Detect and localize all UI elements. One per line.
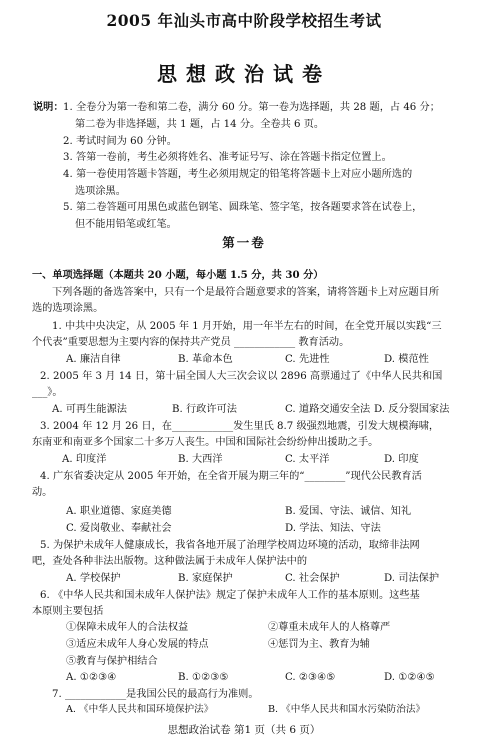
instruction-line: 3. 答第一卷前，考生必须将姓名、准考证号写、涂在答题卡指定位置上。 (63, 152, 392, 163)
principle-item: ②尊重未成年人的人格尊严 (268, 622, 391, 633)
answer-option: A. ①②③④ (66, 672, 117, 683)
answer-option: A. 可再生能源法 (52, 404, 127, 415)
answer-option: B. ①②③⑤ (178, 672, 229, 683)
answer-option: C. 道路交通安全法 (285, 404, 371, 415)
answer-option: D. 模范性 (384, 354, 429, 365)
instruction-line: 1. 全卷分为第一卷和第二卷，满分 60 分。第一卷为选择题，共 28 题，占 46 分； (63, 102, 440, 113)
answer-option: D. 反分裂国家法 (374, 404, 450, 415)
instruction-line: 选项涂黑。 (75, 186, 126, 197)
question-text: ___》。 (32, 387, 63, 398)
question-text: 东南亚和南亚多个国家二十多万人丧生。中国和国际社会纷纷伸出援助之手。 (32, 437, 379, 448)
answer-option: D. 学法、知法、守法 (285, 523, 381, 534)
instruction-line: 但不能用铅笔或红笔。 (75, 219, 177, 230)
question-text: 1. 中共中央决定，从 2005 年 1 月开始，用一年半左右的时间，在全党开展以实践“三 (52, 321, 442, 332)
answer-option: C. 太平洋 (285, 454, 330, 465)
page-footer: 思想政治试卷 第1 页（共 6 页） (167, 724, 321, 736)
instruction-line: 2. 考试时间为 60 分钟。 (63, 136, 177, 147)
section-intro: 下列各题的备选答案中，只有一个是最符合题意要求的答案，请将答题卡上对应题目所 (52, 287, 440, 298)
question-text: 4. 广东省委决定从 2005 年开始，在全省开展为期三年的“________”现代公民教育活 (40, 471, 422, 482)
answer-option: B. 行政许可法 (172, 404, 237, 415)
question-text: 吧，查处各种非法出版物。这种做法属于未成年人保护法中的 (32, 556, 308, 567)
principle-item: ⑤教育与保护相结合 (66, 656, 158, 667)
answer-option: C. 先进性 (285, 354, 330, 365)
answer-option: B. 革命本色 (178, 354, 233, 365)
answer-option: C. 爱岗敬业、奉献社会 (66, 523, 172, 534)
answer-option: D. 印度 (384, 454, 419, 465)
principle-item: ③适应未成年人身心发展的特点 (66, 639, 209, 650)
answer-option: A. 职业道德、家庭美德 (66, 506, 172, 517)
question-text: 本原则主要包括 (32, 606, 104, 617)
section-title: 一、单项选择题（本题共 20 小题，每小题 1.5 分，共 30 分） (32, 269, 324, 281)
volume-title: 第一卷 (222, 235, 266, 250)
question-text: 7. ____________是我国公民的最高行为准则。 (52, 689, 259, 700)
question-text: 2. 2005 年 3 月 14 日，第十届全国人大三次会议以 2896 高票通过了《中华人民共和国 (40, 371, 443, 382)
answer-option: B. 家庭保护 (178, 573, 233, 584)
answer-option: D. ①②④⑤ (384, 672, 435, 683)
answer-option: C. ②③④⑤ (285, 672, 336, 683)
question-text: 5. 为保护未成年人健康成长，我省各地开展了治理学校周边环境的活动，取缔非法网 (40, 540, 420, 551)
principle-item: ④惩罚为主、教育为辅 (268, 639, 370, 650)
answer-option: A. 学校保护 (66, 573, 121, 584)
question-text: 动。 (32, 487, 53, 498)
question-text: 6. 《中华人民共和国未成年人保护法》规定了保护未成年人工作的基本原则。这些基 (40, 590, 420, 601)
question-text: 3. 2004 年 12 月 26 日，在____________发生里氏 8.7 级强烈地震，引发大规模海啸， (40, 421, 440, 432)
instruction-line: 第二卷为非选择题，共 1 题，占 14 分。全卷共 6 页。 (75, 119, 325, 130)
instructions-label: 说明： (33, 101, 64, 113)
section-intro: 选的选项涂黑。 (32, 303, 104, 314)
answer-option: B. 大西洋 (178, 454, 223, 465)
instruction-line: 5. 第二卷答题可用黑色或蓝色钢笔、圆珠笔、签字笔，按各题要求答在试卷上， (63, 202, 423, 213)
exam-title: 2005 年汕头市高中阶段学校招生考试 (106, 11, 382, 30)
answer-option: C. 社会保护 (285, 573, 340, 584)
answer-option: B. 《中华人民共和国水污染防治法》 (268, 704, 426, 715)
question-text: 个代表”重要思想为主要内容的保持共产党员 ____________ 教育活动。 (32, 337, 350, 348)
answer-option: A. 印度洋 (62, 454, 107, 465)
answer-option: B. 爱国、守法、诚信、知礼 (285, 506, 412, 517)
answer-option: D. 司法保护 (384, 573, 440, 584)
answer-option: A. 廉洁自律 (66, 354, 121, 365)
instruction-line: 4. 第一卷使用答题卡答题，考生必须用规定的铅笔将答题卡上对应小题所选的 (63, 169, 413, 180)
principle-item: ①保障未成年人的合法权益 (66, 622, 189, 633)
subject-title: 思想政治试卷 (157, 62, 331, 86)
answer-option: A. 《中华人民共和国环境保护法》 (66, 704, 214, 715)
